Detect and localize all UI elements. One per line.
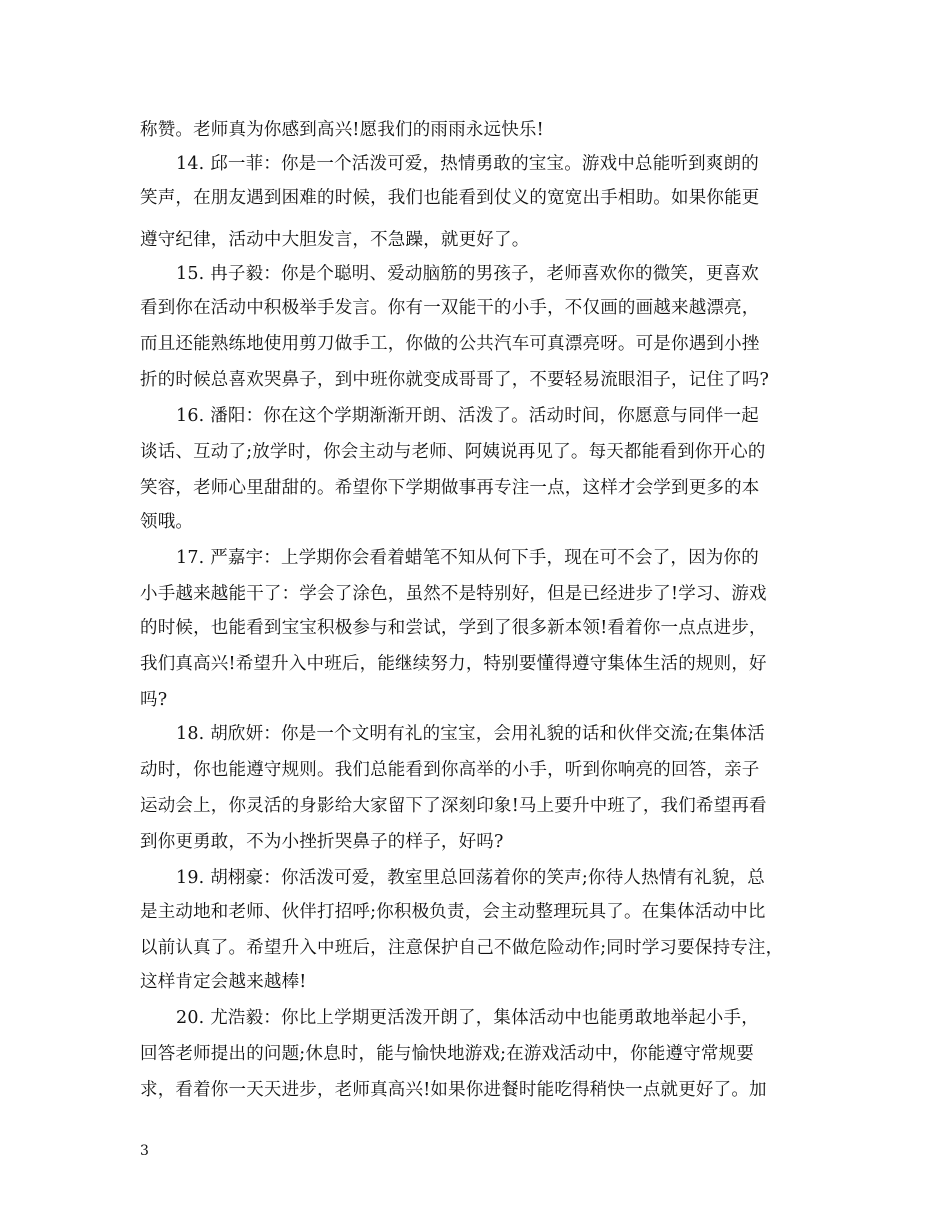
text-line: 谈话、互动了;放学时，你会主动与老师、阿姨说再见了。每天都能看到你开心的 <box>140 442 766 462</box>
text-line: 求，看着你一天天进步，老师真高兴!如果你进餐时能吃得稍快一点就更好了。加 <box>140 1080 767 1100</box>
text-line: 20. 尤浩毅：你比上学期更活泼开朗了，集体活动中也能勇敢地举起小手， <box>176 1008 759 1028</box>
text-line: 17. 严嘉宇：上学期你会看着蜡笔不知从何下手，现在可不会了，因为你的 <box>176 548 759 568</box>
text-line: 动时，你也能遵守规则。我们总能看到你高举的小手，听到你响亮的回答，亲子 <box>140 760 760 780</box>
text-line: 领哦。 <box>140 512 194 532</box>
text-line: 的时候，也能看到宝宝积极参与和尝试，学到了很多新本领!看着你一点点进步， <box>140 618 767 638</box>
text-line: 这样肯定会越来越棒! <box>140 972 307 992</box>
text-line: 18. 胡欣妍：你是一个文明有礼的宝宝，会用礼貌的话和伙伴交流;在集体活 <box>176 724 765 744</box>
text-line: 遵守纪律，活动中大胆发言，不急躁，就更好了。 <box>140 230 530 250</box>
page-number: 3 <box>140 1143 149 1159</box>
text-line: 以前认真了。希望升入中班后，注意保护自己不做危险动作;同时学习要保持专注， <box>140 938 784 958</box>
text-line: 14. 邱一菲：你是一个活泼可爱，热情勇敢的宝宝。游戏中总能听到爽朗的 <box>176 154 759 174</box>
text-line: 我们真高兴!希望升入中班后，能继续努力，特别要懂得遵守集体生活的规则，好 <box>140 654 767 674</box>
text-line: 看到你在活动中积极举手发言。你有一双能干的小手，不仅画的画越来越漂亮， <box>140 298 760 318</box>
text-line: 笑容，老师心里甜甜的。希望你下学期做事再专注一点，这样才会学到更多的本 <box>140 478 760 498</box>
text-line: 16. 潘阳：你在这个学期渐渐开朗、活泼了。活动时间，你愿意与同伴一起 <box>176 406 759 426</box>
text-line: 笑声，在朋友遇到困难的时候，我们也能看到仗义的宽宽出手相助。如果你能更 <box>140 188 760 208</box>
text-line: 小手越来越能干了：学会了涂色，虽然不是特别好，但是已经进步了!学习、游戏 <box>140 584 767 604</box>
text-line: 称赞。老师真为你感到高兴!愿我们的雨雨永远快乐! <box>140 120 544 140</box>
text-line: 到你更勇敢，不为小挫折哭鼻子的样子，好吗? <box>140 832 504 852</box>
text-line: 而且还能熟练地使用剪刀做手工，你做的公共汽车可真漂亮呀。可是你遇到小挫 <box>140 334 760 354</box>
text-line: 回答老师提出的问题;休息时，能与愉快地游戏;在游戏活动中，你能遵守常规要 <box>140 1044 754 1064</box>
text-line: 运动会上，你灵活的身影给大家留下了深刻印象!马上要升中班了，我们希望再看 <box>140 796 767 816</box>
text-line: 19. 胡栩豪：你活泼可爱，教室里总回荡着你的笑声;你待人热情有礼貌，总 <box>176 868 765 888</box>
text-line: 15. 冉子毅：你是个聪明、爱动脑筋的男孩子，老师喜欢你的微笑，更喜欢 <box>176 264 759 284</box>
text-line: 折的时候总喜欢哭鼻子，到中班你就变成哥哥了，不要轻易流眼泪子，记住了吗? <box>140 370 770 390</box>
text-line: 是主动地和老师、伙伴打招呼;你积极负责，会主动整理玩具了。在集体活动中比 <box>140 902 766 922</box>
text-line: 吗? <box>140 690 168 710</box>
